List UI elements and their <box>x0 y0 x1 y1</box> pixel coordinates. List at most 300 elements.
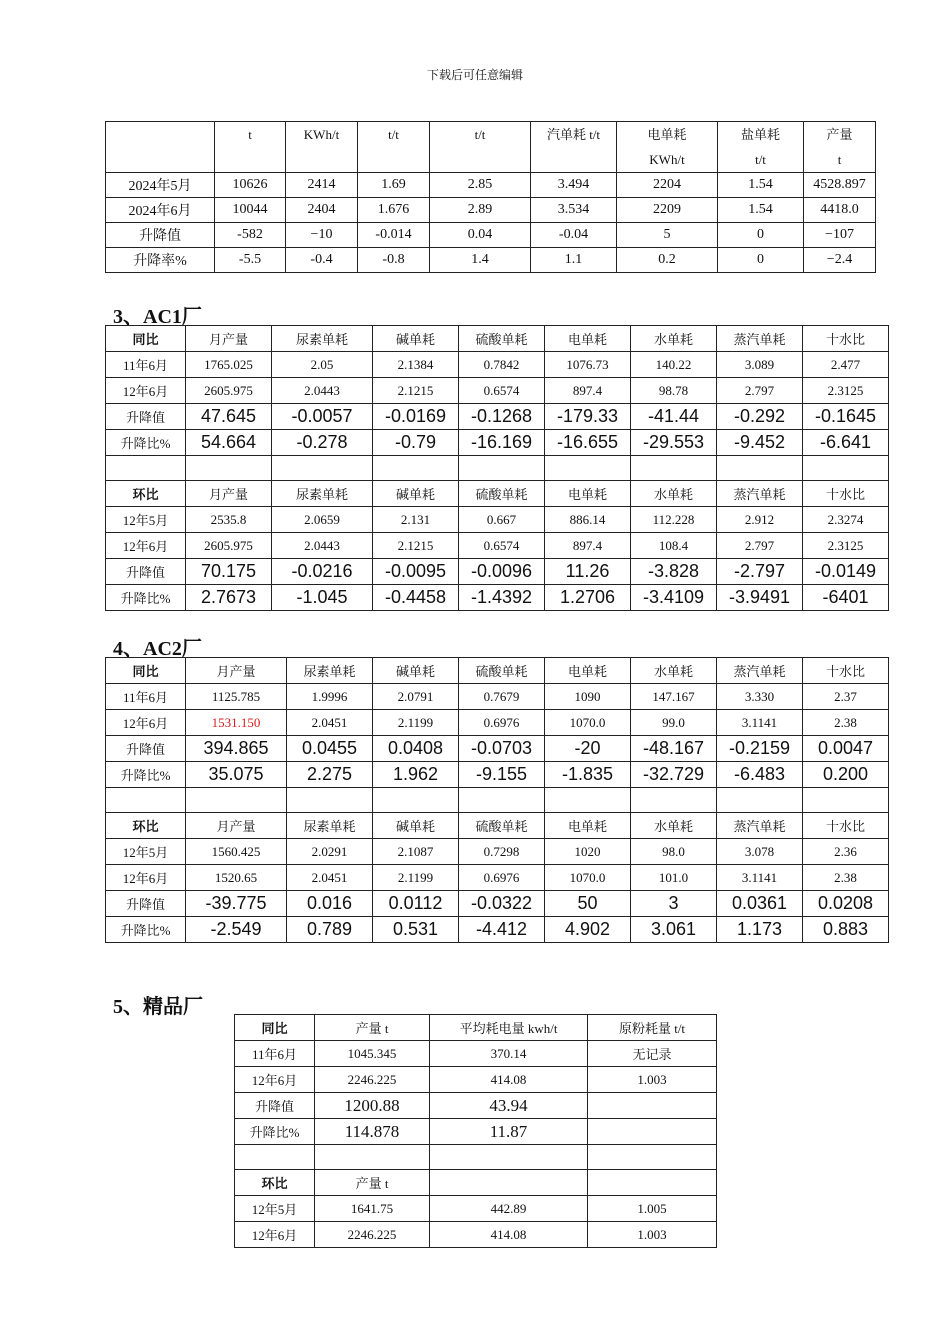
table-cell: -3.828 <box>631 559 717 585</box>
table-row <box>235 1067 717 1093</box>
table-cell: 98.0 <box>631 839 717 865</box>
table-cell: 尿素单耗 <box>287 658 373 684</box>
spacer-row <box>106 788 889 813</box>
table-cell: 2.0443 <box>272 378 373 404</box>
table-cell: 442.89 <box>430 1196 588 1222</box>
table-cell: 140.22 <box>631 352 717 378</box>
table-cell: 0.6574 <box>459 378 545 404</box>
table-cell: -2.797 <box>717 559 803 585</box>
jingpin-table <box>234 1014 717 1248</box>
table-row <box>106 533 889 559</box>
empty-cell <box>186 788 287 813</box>
table-cell: 3 <box>631 891 717 917</box>
table-cell: -9.155 <box>459 762 545 788</box>
table-row <box>106 585 889 611</box>
table-cell: 0.0047 <box>803 736 889 762</box>
table-cell: 硫酸单耗 <box>459 813 545 839</box>
row-label: 升降比% <box>106 585 186 611</box>
table-cell: -6.483 <box>717 762 803 788</box>
table-row <box>106 710 889 736</box>
ac2-yoy-block <box>106 658 889 943</box>
empty-cell <box>315 1145 430 1170</box>
table-row <box>106 223 876 248</box>
table-cell: 4418.0 <box>804 198 876 223</box>
table-cell: 十水比 <box>803 481 889 507</box>
row-label: 升降比% <box>106 430 186 456</box>
table-cell: −2.4 <box>804 248 876 273</box>
table-cell: -0.0149 <box>803 559 889 585</box>
header-cell: t/t <box>430 122 531 173</box>
table-cell: 硫酸单耗 <box>459 326 545 352</box>
table-row <box>106 891 889 917</box>
table-cell: 2.275 <box>287 762 373 788</box>
table-cell: 11.26 <box>545 559 631 585</box>
row-label: 12年6月 <box>106 533 186 559</box>
table-cell: -41.44 <box>631 404 717 430</box>
table-cell: 112.228 <box>631 507 717 533</box>
table-cell: 414.08 <box>430 1067 588 1093</box>
table-cell: 0 <box>718 248 804 273</box>
table-cell: -0.2159 <box>717 736 803 762</box>
table-cell: 碱单耗 <box>373 481 459 507</box>
table-cell: 1531.150 <box>186 710 287 736</box>
table-cell: 2414 <box>286 173 358 198</box>
table-cell: -29.553 <box>631 430 717 456</box>
table-cell: 2.131 <box>373 507 459 533</box>
table-cell: 0.883 <box>803 917 889 943</box>
table-cell: 2.477 <box>803 352 889 378</box>
row-label: 12年5月 <box>106 839 186 865</box>
table-cell: 电单耗 <box>545 481 631 507</box>
table-cell: 2605.975 <box>186 533 272 559</box>
row-label: 12年6月 <box>106 378 186 404</box>
table-cell: -6401 <box>803 585 889 611</box>
table-cell: 尿素单耗 <box>272 481 373 507</box>
table-cell: 0.200 <box>803 762 889 788</box>
table-cell: 平均耗电量 kwh/t <box>430 1015 588 1041</box>
table-cell: -48.167 <box>631 736 717 762</box>
empty-cell <box>272 456 373 481</box>
table-cell: 2.1087 <box>373 839 459 865</box>
table-cell: 水单耗 <box>631 326 717 352</box>
table-cell: 月产量 <box>186 813 287 839</box>
table-row <box>106 430 889 456</box>
table-cell: 0.016 <box>287 891 373 917</box>
table-cell: 电单耗 <box>545 813 631 839</box>
row-label: 2024年5月 <box>106 173 215 198</box>
table-row <box>106 404 889 430</box>
table-row <box>106 173 876 198</box>
table-header-row <box>106 326 889 352</box>
table-cell: 2.0291 <box>287 839 373 865</box>
header-cell: t <box>215 122 286 173</box>
table-cell: -0.0703 <box>459 736 545 762</box>
table-cell: 101.0 <box>631 865 717 891</box>
table-cell: 碱单耗 <box>373 813 459 839</box>
table-cell: 蒸汽单耗 <box>717 326 803 352</box>
table-cell: 碱单耗 <box>373 326 459 352</box>
row-label: 12年6月 <box>235 1222 315 1248</box>
table-header-row <box>235 1015 717 1041</box>
table-cell: 1.54 <box>718 198 804 223</box>
table-cell: 原粉耗量 t/t <box>588 1015 717 1041</box>
empty-cell <box>631 788 717 813</box>
row-label: 12年6月 <box>235 1067 315 1093</box>
table-cell: 1.003 <box>588 1067 717 1093</box>
table-cell: 2.05 <box>272 352 373 378</box>
row-label: 2024年6月 <box>106 198 215 223</box>
table-cell: 2.797 <box>717 378 803 404</box>
table-row <box>106 839 889 865</box>
table-cell: 3.534 <box>531 198 617 223</box>
table-row <box>106 248 876 273</box>
table-cell: 蒸汽单耗 <box>717 813 803 839</box>
empty-cell <box>717 788 803 813</box>
table-cell: 370.14 <box>430 1041 588 1067</box>
table-cell: 98.78 <box>631 378 717 404</box>
table-cell: 十水比 <box>803 658 889 684</box>
table-cell: 3.330 <box>717 684 803 710</box>
table-cell: -3.4109 <box>631 585 717 611</box>
table-cell: 碱单耗 <box>373 658 459 684</box>
table-cell: 3.1141 <box>717 865 803 891</box>
table-cell: 2.3274 <box>803 507 889 533</box>
table-cell: 3.061 <box>631 917 717 943</box>
table-cell: 2.38 <box>803 710 889 736</box>
table-cell: 1076.73 <box>545 352 631 378</box>
empty-cell <box>545 788 631 813</box>
table-cell: 2.0451 <box>287 865 373 891</box>
table-header-row <box>106 481 889 507</box>
table-cell: 108.4 <box>631 533 717 559</box>
jingpin-block <box>235 1015 717 1248</box>
table-cell: 0.667 <box>459 507 545 533</box>
table-cell: 2246.225 <box>315 1222 430 1248</box>
table-cell: 2605.975 <box>186 378 272 404</box>
table-cell: 2.1215 <box>373 378 459 404</box>
table-cell: -5.5 <box>215 248 286 273</box>
table-cell: 4528.897 <box>804 173 876 198</box>
table-cell: -2.549 <box>186 917 287 943</box>
table-cell: 2.3125 <box>803 533 889 559</box>
table-cell: 0.6976 <box>459 865 545 891</box>
table-cell: -9.452 <box>717 430 803 456</box>
table-cell: 2.3125 <box>803 378 889 404</box>
header-cell: 汽单耗 t/t <box>531 122 617 173</box>
table-cell: -582 <box>215 223 286 248</box>
header-cell: 产量 t <box>804 122 876 173</box>
table-cell: 5 <box>617 223 718 248</box>
row-label: 升降比% <box>106 762 186 788</box>
table-cell <box>588 1119 717 1145</box>
table-cell: -0.292 <box>717 404 803 430</box>
header-label: 环比 <box>106 813 186 839</box>
table-cell: 147.167 <box>631 684 717 710</box>
row-label: 升降值 <box>106 736 186 762</box>
table-cell: 414.08 <box>430 1222 588 1248</box>
table-cell: 尿素单耗 <box>287 813 373 839</box>
section-title-ac1: 3、AC1厂 <box>113 306 202 328</box>
table-cell: 35.075 <box>186 762 287 788</box>
table-cell: 十水比 <box>803 813 889 839</box>
table-cell: 1520.65 <box>186 865 287 891</box>
header-cell: 电单耗 KWh/t <box>617 122 718 173</box>
table-cell: 1020 <box>545 839 631 865</box>
table-cell: 54.664 <box>186 430 272 456</box>
table-cell: 电单耗 <box>545 326 631 352</box>
table-cell: 0.2 <box>617 248 718 273</box>
table-cell: -16.169 <box>459 430 545 456</box>
row-label: 12年5月 <box>235 1196 315 1222</box>
empty-cell <box>717 456 803 481</box>
header-label: 同比 <box>106 658 186 684</box>
table-cell: 0.0408 <box>373 736 459 762</box>
table-cell: 水单耗 <box>631 481 717 507</box>
table-cell: 2204 <box>617 173 718 198</box>
table-cell: -0.04 <box>531 223 617 248</box>
table-cell: 897.4 <box>545 533 631 559</box>
empty-cell <box>106 456 186 481</box>
table-cell: 70.175 <box>186 559 272 585</box>
empty-cell <box>106 788 186 813</box>
row-label: 11年6月 <box>235 1041 315 1067</box>
table-cell: 3.078 <box>717 839 803 865</box>
empty-cell <box>459 456 545 481</box>
table-row <box>106 917 889 943</box>
empty-cell <box>459 788 545 813</box>
table-cell: 1.69 <box>358 173 430 198</box>
table-cell: 2.38 <box>803 865 889 891</box>
table-header-row <box>106 122 876 173</box>
empty-cell <box>430 1145 588 1170</box>
table-cell: 1.54 <box>718 173 804 198</box>
header-cell <box>106 122 215 173</box>
table-cell: 1765.025 <box>186 352 272 378</box>
table-cell: −10 <box>286 223 358 248</box>
table-cell: 产量 t <box>315 1015 430 1041</box>
table-cell: -4.412 <box>459 917 545 943</box>
table-cell: 2.912 <box>717 507 803 533</box>
table-row <box>235 1196 717 1222</box>
table-cell: 2246.225 <box>315 1067 430 1093</box>
section-title-jingpin: 5、精品厂 <box>113 996 203 1018</box>
header-cell: 盐单耗 t/t <box>718 122 804 173</box>
table-cell: -6.641 <box>803 430 889 456</box>
table-cell: -179.33 <box>545 404 631 430</box>
table-cell: 1090 <box>545 684 631 710</box>
empty-cell <box>803 456 889 481</box>
table-cell: 1045.345 <box>315 1041 430 1067</box>
table-cell: 2535.8 <box>186 507 272 533</box>
table-cell: -0.1268 <box>459 404 545 430</box>
table-cell: -1.045 <box>272 585 373 611</box>
table-cell: 3.1141 <box>717 710 803 736</box>
table-cell: 1.962 <box>373 762 459 788</box>
table-cell: 1.005 <box>588 1196 717 1222</box>
header-label: 同比 <box>235 1015 315 1041</box>
table-cell: 1070.0 <box>545 710 631 736</box>
table-row <box>106 762 889 788</box>
table-cell: 1.003 <box>588 1222 717 1248</box>
table-cell: 2.37 <box>803 684 889 710</box>
table-cell: -0.0057 <box>272 404 373 430</box>
table-cell: -0.1645 <box>803 404 889 430</box>
section-title-ac2: 4、AC2厂 <box>113 638 202 660</box>
table-cell: 0.0361 <box>717 891 803 917</box>
table-cell: -0.0322 <box>459 891 545 917</box>
table-cell: 0.6976 <box>459 710 545 736</box>
empty-cell <box>373 788 459 813</box>
table-cell: 蒸汽单耗 <box>717 481 803 507</box>
table-cell: 0.531 <box>373 917 459 943</box>
table-cell: 4.902 <box>545 917 631 943</box>
table-cell: 2.7673 <box>186 585 272 611</box>
table-cell: 0.7298 <box>459 839 545 865</box>
table-cell: 硫酸单耗 <box>459 658 545 684</box>
table-cell: -0.0169 <box>373 404 459 430</box>
table-cell: -0.8 <box>358 248 430 273</box>
table-cell: 897.4 <box>545 378 631 404</box>
table-cell <box>430 1170 588 1196</box>
table-row <box>106 352 889 378</box>
table-row <box>235 1041 717 1067</box>
table-cell: −107 <box>804 223 876 248</box>
row-label: 12年6月 <box>106 710 186 736</box>
table-cell: -0.014 <box>358 223 430 248</box>
table-cell: 2.1199 <box>373 865 459 891</box>
row-label: 升降值 <box>106 559 186 585</box>
table-cell: -39.775 <box>186 891 287 917</box>
row-label: 升降率% <box>106 248 215 273</box>
table-cell: 2.797 <box>717 533 803 559</box>
table-cell: 394.865 <box>186 736 287 762</box>
table-cell: 114.878 <box>315 1119 430 1145</box>
empty-cell <box>186 456 272 481</box>
table-cell: 3.494 <box>531 173 617 198</box>
table-header-row <box>106 658 889 684</box>
table-cell <box>588 1170 717 1196</box>
table-cell: 2.36 <box>803 839 889 865</box>
table-cell: 0.789 <box>287 917 373 943</box>
table-header-row <box>106 813 889 839</box>
table-row <box>106 378 889 404</box>
table-cell: 0.0455 <box>287 736 373 762</box>
row-label: 升降比% <box>106 917 186 943</box>
table-cell: 0.0112 <box>373 891 459 917</box>
table-cell: 0.0208 <box>803 891 889 917</box>
table-cell: 2.0443 <box>272 533 373 559</box>
table-cell: -0.4458 <box>373 585 459 611</box>
table-cell: 水单耗 <box>631 813 717 839</box>
table-cell: 月产量 <box>186 326 272 352</box>
table-cell: 0.7679 <box>459 684 545 710</box>
header-cell: KWh/t <box>286 122 358 173</box>
spacer-row <box>235 1145 717 1170</box>
table-row <box>235 1093 717 1119</box>
table-row <box>106 507 889 533</box>
header-label: 同比 <box>106 326 186 352</box>
empty-cell <box>373 456 459 481</box>
empty-cell <box>803 788 889 813</box>
table-row <box>106 736 889 762</box>
table-cell: 2404 <box>286 198 358 223</box>
empty-cell <box>631 456 717 481</box>
ac1-yoy-block <box>106 326 889 611</box>
table-cell: 月产量 <box>186 481 272 507</box>
table-cell: 1200.88 <box>315 1093 430 1119</box>
table-cell: -1.835 <box>545 762 631 788</box>
table-cell: 硫酸单耗 <box>459 481 545 507</box>
row-label: 升降值 <box>106 404 186 430</box>
empty-cell <box>588 1145 717 1170</box>
table-cell: -0.0095 <box>373 559 459 585</box>
table-cell: -16.655 <box>545 430 631 456</box>
table-cell: 1.1 <box>531 248 617 273</box>
ac1-table <box>105 325 889 611</box>
table-row <box>235 1119 717 1145</box>
table-cell: -0.4 <box>286 248 358 273</box>
table-row <box>235 1222 717 1248</box>
table-cell: -0.278 <box>272 430 373 456</box>
table-cell: -3.9491 <box>717 585 803 611</box>
table-cell: 0.7842 <box>459 352 545 378</box>
table-cell: -0.0216 <box>272 559 373 585</box>
table-row <box>106 865 889 891</box>
table-cell: 蒸汽单耗 <box>717 658 803 684</box>
table-cell: 0.6574 <box>459 533 545 559</box>
page-header: 下载后可任意编辑 <box>426 68 523 82</box>
table-cell: 2.1199 <box>373 710 459 736</box>
table-cell: 1.173 <box>717 917 803 943</box>
table-cell: 十水比 <box>803 326 889 352</box>
table-cell: 2.89 <box>430 198 531 223</box>
table-cell: 10626 <box>215 173 286 198</box>
row-label: 12年6月 <box>106 865 186 891</box>
table-cell: 2.1215 <box>373 533 459 559</box>
table-cell: 50 <box>545 891 631 917</box>
table-cell: 1.2706 <box>545 585 631 611</box>
summary-table <box>105 121 876 273</box>
table-cell: 月产量 <box>186 658 287 684</box>
table-cell: 99.0 <box>631 710 717 736</box>
empty-cell <box>545 456 631 481</box>
table-row <box>106 559 889 585</box>
table-cell: 尿素单耗 <box>272 326 373 352</box>
table-cell: 886.14 <box>545 507 631 533</box>
header-label: 环比 <box>235 1170 315 1196</box>
table-cell: -32.729 <box>631 762 717 788</box>
table-cell: 产量 t <box>315 1170 430 1196</box>
table-cell: 3.089 <box>717 352 803 378</box>
table-cell: 2.0451 <box>287 710 373 736</box>
row-label: 11年6月 <box>106 352 186 378</box>
table-cell: 2209 <box>617 198 718 223</box>
row-label: 升降值 <box>235 1093 315 1119</box>
table-row <box>106 684 889 710</box>
table-cell: 1.4 <box>430 248 531 273</box>
row-label: 升降值 <box>106 223 215 248</box>
header-label: 环比 <box>106 481 186 507</box>
table-cell: 2.1384 <box>373 352 459 378</box>
table-cell: 1125.785 <box>186 684 287 710</box>
table-cell: 1.676 <box>358 198 430 223</box>
table-cell: 0 <box>718 223 804 248</box>
row-label: 11年6月 <box>106 684 186 710</box>
table-cell: 2.0659 <box>272 507 373 533</box>
table-cell: 0.04 <box>430 223 531 248</box>
table-cell: 1641.75 <box>315 1196 430 1222</box>
row-label: 升降值 <box>106 891 186 917</box>
